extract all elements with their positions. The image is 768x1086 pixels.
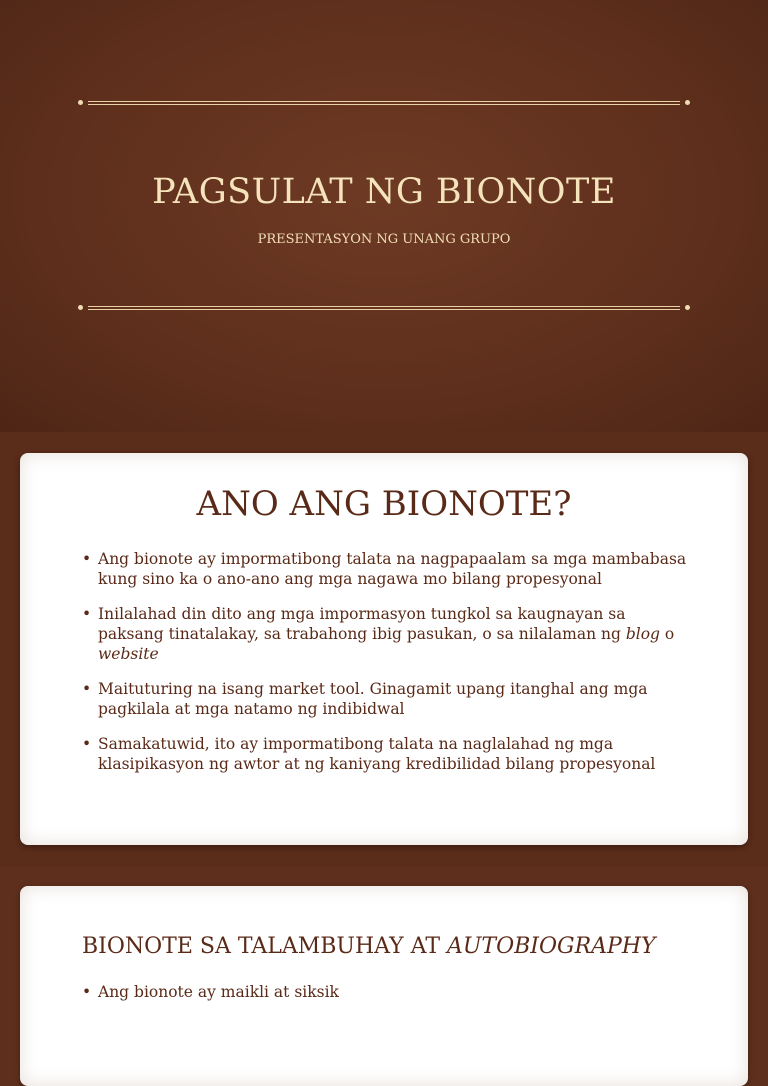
bullet-item: • Ang bionote ay impormatibong talata na nagpapaalam sa mga mambabasa kung sino ka o ano-ano ang mga nagawa mo bilang propesyonal bbox=[82, 549, 692, 589]
slide3-bullet-list bbox=[82, 982, 692, 1017]
slide-subtitle: PRESENTASYON NG UNANG GRUPO bbox=[257, 232, 511, 247]
slide2-heading: ANO ANG BIONOTE? bbox=[196, 484, 572, 524]
bottom-ornament-rule bbox=[80, 305, 688, 311]
bullet-item: • Samakatuwid, ito ay impormatibong talata na naglalahad ng mga klasipikasyon ng awtor at ng kaniyang kredibilidad bilang propesyonal bbox=[82, 734, 692, 774]
slide-title: PAGSULAT NG BIONOTE bbox=[152, 172, 616, 212]
slide3-heading: BIONOTE SA TALAMBUHAY AT AUTOBIOGRAPHY bbox=[82, 934, 656, 959]
bullet-item: • Ang bionote ay maikli at siksik bbox=[82, 982, 692, 1002]
bullet-item: • Inilalahad din dito ang mga impormasyon tungkol sa kaugnayan sa paksang tinatalakay, sa trabahong ibig pasukan, o sa nilalaman ng blog o website bbox=[82, 604, 692, 664]
top-ornament-rule bbox=[80, 100, 688, 106]
bullet-item: • Maituturing na isang market tool. Ginagamit upang itanghal ang mga pagkilala at mga natamo ng indibidwal bbox=[82, 679, 692, 719]
slide2-bullet-list bbox=[82, 549, 692, 789]
title-slide bbox=[0, 0, 768, 432]
